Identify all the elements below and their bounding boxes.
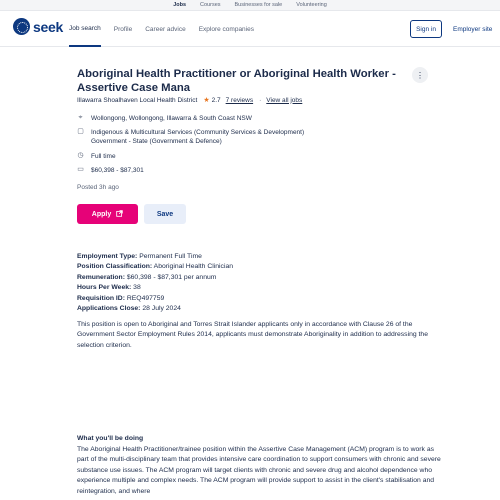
more-options-icon[interactable]: ⋮ xyxy=(412,67,428,83)
job-details xyxy=(77,252,233,314)
apply-button[interactable] xyxy=(77,204,138,224)
clock-icon: ◷ xyxy=(77,152,84,159)
job-title: Aboriginal Health Practitioner or Aboriginal Health Worker - Assertive Case Mana xyxy=(77,68,396,94)
star-icon: ★ xyxy=(203,97,210,104)
external-link-icon xyxy=(116,210,123,219)
nav-explore-companies[interactable]: Explore companies xyxy=(198,25,254,33)
seek-logo-icon xyxy=(13,18,30,35)
company-rating: 2.7 xyxy=(211,96,221,104)
company-line xyxy=(77,96,302,104)
eligibility-paragraph: This position is open to Aboriginal and Torres Strait Islander applicants only in accordance with Clause 26 of the Government Sector Employment Rules 2014, applicants must demonstrate Aboriginality in addition to addressing the selection criterion. xyxy=(77,321,428,349)
employer-site-link[interactable]: Employer site xyxy=(453,25,493,33)
company-name[interactable]: Illawarra Shoalhaven Local Health District xyxy=(77,96,198,104)
work-type-row xyxy=(77,152,116,161)
work-type: Full time xyxy=(91,153,116,160)
nav-career-advice[interactable]: Career advice xyxy=(145,25,186,33)
money-icon: ▭ xyxy=(77,166,84,173)
detail-hours: Hours Per Week: 38 xyxy=(77,284,141,292)
seek-logo[interactable] xyxy=(13,18,63,35)
top-link-jobs[interactable]: Jobs xyxy=(173,2,187,8)
nav-job-search[interactable]: Job search xyxy=(69,11,101,47)
save-button[interactable]: Save xyxy=(144,204,186,224)
job-category xyxy=(91,128,304,146)
section-heading: What you'll be doing xyxy=(77,435,144,442)
top-link-businesses[interactable]: Businesses for sale xyxy=(234,2,283,8)
detail-requisition: Requisition ID: REQ497759 xyxy=(77,294,165,302)
briefcase-icon: ▢ xyxy=(77,128,84,135)
top-link-volunteering[interactable]: Volunteering xyxy=(296,2,327,8)
detail-classification: Position Classification: Aboriginal Health Clinician xyxy=(77,263,234,271)
salary: $60,398 - $87,301 xyxy=(91,167,144,174)
location-pin-icon: ⌖ xyxy=(78,114,83,121)
reviews-link[interactable]: 7 reviews xyxy=(225,96,254,104)
job-category-secondary: Government - State (Government & Defence) xyxy=(91,138,222,145)
role-description: The Aboriginal Health Practitioner/trainee position within the Assertive Case Management (ACM) program is to work as part of the multi-disciplinary team that provides intensive care coordination to support consumers with chronic and severe substance use issues. The ACM program will target clients with chronic and severe drug and alcohol dependence who experience multiple and complex needs. The ACM program will provide support to assist in the client's stabilisation and reintegration, and where xyxy=(77,446,441,495)
main-nav xyxy=(0,11,500,47)
detail-close-date: Applications Close: 28 July 2024 xyxy=(77,305,181,313)
sign-in-button[interactable]: Sign in xyxy=(410,20,442,38)
salary-row xyxy=(77,166,144,175)
nav-profile[interactable]: Profile xyxy=(113,25,133,33)
detail-employment-type: Employment Type: Permanent Full Time xyxy=(77,253,202,260)
posted-time: Posted 3h ago xyxy=(77,184,119,191)
detail-remuneration: Remuneration: $60,398 - $87,301 per annum xyxy=(77,273,217,281)
apply-label: Apply xyxy=(91,210,112,218)
top-strip xyxy=(0,0,500,11)
separator-dot: · xyxy=(259,96,262,104)
job-category-primary: Indigenous & Multicultural Services (Community Services & Development) xyxy=(91,129,305,136)
nav-links xyxy=(69,11,254,47)
location-row xyxy=(77,114,252,123)
category-row xyxy=(77,128,304,146)
brand-name: seek xyxy=(33,18,63,35)
job-location: Wollongong, Wollongong, Illawarra & South Coast NSW xyxy=(91,115,252,122)
view-all-jobs-link[interactable]: View all jobs xyxy=(266,96,303,104)
top-link-courses[interactable]: Courses xyxy=(200,2,221,8)
